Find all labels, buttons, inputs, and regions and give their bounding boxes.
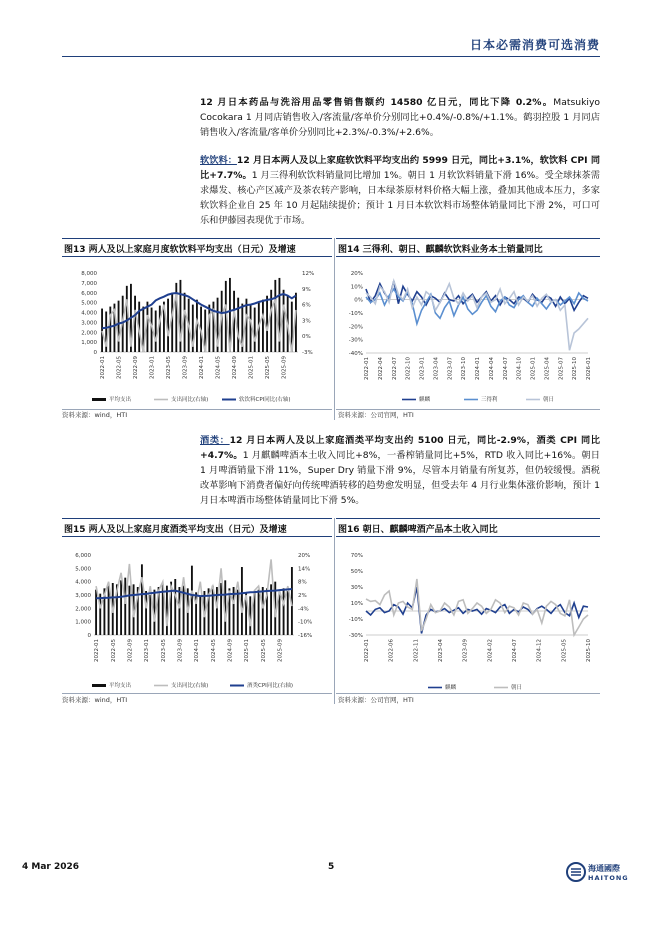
- x-tick-label: 2022-05: [110, 639, 117, 662]
- x-tick-label: 2023-09: [182, 356, 189, 379]
- bar: [241, 567, 243, 635]
- y-tick: 10%: [350, 284, 363, 291]
- x-tick-label: 2024-01: [199, 356, 206, 379]
- bar: [283, 588, 285, 635]
- x-tick-label: 2024-09: [232, 356, 239, 379]
- y-tick: -20%: [348, 324, 363, 331]
- paragraph-soft-drinks-body: 1 月三得利软饮料销量同比增加 1%。朝日 1 月软饮料销量下滑 16%。受全球抹茶需求爆发、核心产区减产及茶农转产影响，日本绿茶原材料价格大幅上涨，叠加其他成本压力，多家软饮料企业自 25 年 10 月起陆续提价；预计 1 月日本软饮料市场整体销量同比下滑 2%，可口可乐和伊藤园表现优于市场。: [200, 170, 600, 226]
- y-left-tick: 4,000: [75, 579, 91, 586]
- x-tick-label: 2025-04: [544, 357, 551, 380]
- legend-1-label: 朝日: [511, 685, 523, 691]
- bar: [262, 587, 264, 635]
- y-right-tick: 14%: [298, 566, 311, 573]
- bar: [191, 566, 193, 635]
- legend-avg-spend-swatch: [92, 684, 106, 687]
- bar: [141, 564, 143, 635]
- y-left-tick: 8,000: [81, 271, 97, 277]
- figure-14-title: 图14 三得利、朝日、麒麟软饮料业务本土销量同比: [336, 239, 600, 257]
- bar: [101, 309, 103, 352]
- figure-13: [62, 238, 332, 410]
- line-series-0: [366, 587, 588, 633]
- line-series-2: [366, 281, 588, 350]
- y-left-tick: 2,000: [75, 606, 91, 613]
- figure-column-divider-2: [334, 518, 335, 704]
- legend-avg-spend-label: 平均支出: [109, 683, 132, 689]
- x-tick-label: 2024-10: [516, 357, 523, 380]
- x-tick-label: 2024-07: [502, 357, 509, 380]
- bar: [159, 306, 161, 352]
- x-tick-label: 2023-01: [144, 639, 151, 662]
- paragraph-drugstore-lead: 12 月日本药品与洗浴用品零售销售额约 14580 亿日元，同比下降 0.2%。: [200, 97, 554, 108]
- y-right-tick: 2%: [298, 593, 307, 599]
- x-tick-label: 2025-07: [558, 357, 565, 380]
- paragraph-drugstore: [200, 95, 600, 140]
- bar: [124, 578, 126, 635]
- bar: [184, 293, 186, 352]
- legend-avg-spend-swatch: [92, 398, 106, 401]
- legend-avg-spend-label: 平均支出: [109, 397, 132, 403]
- x-tick-label: 2022-01: [100, 356, 107, 379]
- logo-text-cn: 海通國際: [588, 864, 620, 873]
- bar: [99, 594, 101, 635]
- bar: [155, 311, 157, 352]
- y-tick: 10%: [350, 601, 363, 607]
- header-divider: [62, 56, 600, 57]
- bar: [134, 296, 136, 352]
- y-tick: -10%: [348, 617, 363, 623]
- bar: [208, 305, 210, 352]
- x-tick-label: 2025-10: [586, 639, 592, 662]
- x-tick-label: 2023-01: [419, 357, 426, 380]
- bar: [237, 298, 239, 352]
- x-tick-label: 2023-09: [177, 639, 184, 662]
- x-tick-label: 2023-04: [438, 639, 444, 662]
- figure-13-chart: [62, 257, 332, 409]
- y-right-tick: 12%: [302, 271, 315, 277]
- y-left-tick: 4,000: [81, 310, 97, 317]
- y-right-tick: 8%: [298, 579, 307, 586]
- x-tick-label: 2025-09: [281, 356, 288, 379]
- bar: [283, 290, 285, 352]
- legend-cpi-yoy-label: 软饮料CPI同比(右轴): [239, 397, 291, 403]
- bar: [254, 308, 256, 352]
- section-label-soft-drinks: 软饮料：: [200, 155, 237, 166]
- y-right-tick: -3%: [302, 350, 313, 356]
- x-tick-label: 2022-11: [413, 639, 420, 662]
- figure-15-chart: [62, 537, 332, 693]
- x-tick-label: 2022-10: [405, 357, 412, 380]
- bar: [258, 590, 260, 635]
- legend-2-label: 朝日: [543, 397, 555, 403]
- y-left-tick: 2,000: [81, 330, 97, 337]
- bar: [262, 300, 264, 352]
- bar: [287, 591, 289, 635]
- bar: [108, 586, 110, 635]
- x-tick-label: 2022-04: [377, 357, 384, 380]
- y-right-tick: -4%: [298, 606, 309, 613]
- y-tick: -30%: [348, 337, 363, 344]
- bar: [118, 301, 120, 352]
- y-left-tick: 6,000: [75, 553, 91, 559]
- figure-15: [62, 518, 332, 694]
- x-tick-label: 2023-05: [160, 639, 167, 662]
- y-left-tick: 0: [87, 633, 91, 639]
- legend-0-label: 麒麟: [445, 685, 457, 691]
- x-tick-label: 2024-02: [487, 639, 494, 662]
- figure-16-source: 资料来源：公司官网，HTI: [338, 696, 414, 704]
- y-left-tick: 6,000: [81, 290, 97, 297]
- y-tick: 0%: [354, 297, 363, 304]
- legend-spend-yoy-label: 支出同比(右轴): [171, 397, 209, 403]
- paragraph-alcohol: [200, 433, 600, 508]
- y-right-tick: -10%: [298, 619, 313, 626]
- y-left-tick: 3,000: [75, 593, 91, 599]
- report-date: 4 Mar 2026: [22, 862, 80, 872]
- bar: [250, 305, 252, 352]
- y-tick: -30%: [348, 633, 363, 639]
- paragraph-soft-drinks-lead: 12 月日本两人及以上家庭软饮料平均支出约 5999 日元，同比+3.1%，软饮料 CPI 同比+7.7%。: [200, 155, 601, 181]
- y-right-tick: 20%: [298, 553, 311, 559]
- y-tick: 50%: [350, 569, 363, 575]
- y-tick: 70%: [350, 553, 363, 559]
- x-tick-label: 2024-04: [488, 357, 495, 380]
- x-tick-label: 2023-04: [433, 357, 440, 380]
- figure-16-chart: [336, 537, 600, 693]
- figure-15-source: 资料来源：wind，HTI: [62, 696, 128, 704]
- x-tick-label: 2024-09: [227, 639, 234, 662]
- bar: [270, 584, 272, 635]
- bar: [174, 579, 176, 635]
- x-tick-label: 2023-07: [447, 357, 454, 380]
- y-tick: -40%: [348, 351, 363, 357]
- bar: [237, 590, 239, 635]
- legend-1-label: 三得利: [481, 397, 498, 403]
- x-tick-label: 2022-06: [388, 639, 395, 662]
- legend-spend-yoy-label: 支出同比(右轴): [171, 683, 209, 689]
- haitong-logo: [566, 861, 638, 883]
- x-tick-label: 2025-05: [561, 639, 568, 662]
- paragraph-alcohol-lead: 12 月日本两人及以上家庭酒类平均支出约 5100 日元，同比-2.9%，酒类 CPI 同比+4.7%。: [200, 435, 600, 461]
- legend-cpi-yoy-label: 酒类CPI同比(右轴): [247, 683, 294, 689]
- figure-column-divider: [334, 238, 335, 420]
- x-tick-label: 2024-05: [215, 356, 222, 379]
- x-tick-label: 2023-09: [462, 639, 469, 662]
- figure-16: [336, 518, 600, 694]
- x-tick-label: 2025-05: [260, 639, 267, 662]
- section-label-alcohol: 酒类：: [200, 435, 230, 446]
- figure-14-source: 资料来源：公司官网，HTI: [338, 411, 414, 419]
- bar: [220, 583, 222, 635]
- y-left-tick: 0: [93, 350, 97, 356]
- figure-13-title: 图13 两人及以上家庭月度软饮料平均支出（日元）及增速: [62, 239, 332, 257]
- bar: [178, 587, 180, 635]
- x-tick-label: 2022-01: [364, 357, 370, 380]
- page-number: 5: [328, 862, 335, 872]
- x-tick-label: 2025-10: [572, 357, 579, 380]
- bar: [199, 596, 201, 635]
- figure-16-title: 图16 朝日、麒麟啤酒产品本土收入同比: [336, 519, 600, 537]
- y-tick: 20%: [350, 271, 363, 277]
- y-right-tick: 6%: [302, 302, 311, 309]
- paragraph-drugstore-body: Matsukiyo Cocokara 1 月同店销售收入/客流量/客单价分别同比+0.4%/-0.8%/+1.1%。鹤羽控股 1 月同店销售收入/客流量/客单价分别同比+2.3%/-0.3%/+2.6%。: [200, 97, 600, 138]
- x-tick-label: 2023-05: [166, 356, 173, 379]
- x-tick-label: 2025-01: [244, 639, 251, 662]
- x-tick-label: 2025-01: [530, 357, 537, 380]
- y-left-tick: 1,000: [75, 619, 91, 626]
- haitong-logo-mark: [566, 861, 638, 883]
- x-tick-label: 2024-01: [194, 639, 201, 662]
- bar: [149, 595, 151, 635]
- x-tick-label: 2022-09: [133, 356, 140, 379]
- y-left-tick: 5,000: [81, 300, 97, 307]
- y-right-tick: -16%: [298, 633, 313, 639]
- y-left-tick: 1,000: [81, 340, 97, 347]
- x-tick-label: 2022-07: [391, 357, 398, 380]
- bar: [166, 586, 168, 635]
- y-left-tick: 7,000: [81, 280, 97, 287]
- x-tick-label: 2023-01: [149, 356, 156, 379]
- x-tick-label: 2024-05: [210, 639, 217, 662]
- y-tick: 30%: [350, 585, 363, 591]
- x-tick-label: 2022-05: [116, 356, 123, 379]
- y-tick: -10%: [348, 311, 363, 317]
- bar: [128, 586, 130, 635]
- x-tick-label: 2023-10: [461, 357, 468, 380]
- x-tick-label: 2022-09: [127, 639, 134, 662]
- y-right-tick: 9%: [302, 286, 311, 293]
- paragraph-soft-drinks: [200, 153, 600, 228]
- y-left-tick: 3,000: [81, 320, 97, 327]
- report-category-title: 日本必需消费可选消费: [469, 38, 600, 52]
- legend-0-label: 麒麟: [419, 397, 431, 403]
- x-tick-label: 2025-01: [248, 356, 255, 379]
- x-tick-label: 2026-01: [586, 357, 592, 380]
- bar: [274, 280, 276, 352]
- x-tick-label: 2025-09: [277, 639, 284, 662]
- bar: [120, 580, 122, 635]
- figure-13-source: 资料来源：wind，HTI: [62, 411, 128, 419]
- figure-14: [336, 238, 600, 410]
- paragraph-alcohol-body: 1 月麒麟啤酒本土收入同比+8%，一番榨销量同比+5%，RTD 收入同比+16%。朝日 1 月啤酒销量下滑 11%，Super Dry 销量下滑 9%，尽管本月销量有所复苏，但仍较缓慢。酒税改革影响下消费者偏好向传统啤酒转移的趋势愈发明显，但受去年 4 月行业集体涨价影响，预计 1 月日本啤酒市场整体销量同比下滑 5%。: [200, 450, 600, 506]
- x-tick-label: 2022-01: [364, 639, 370, 662]
- logo-text-en: HAITONG: [588, 874, 629, 882]
- y-right-tick: 3%: [302, 318, 311, 325]
- x-tick-label: 2022-01: [94, 639, 101, 662]
- x-tick-label: 2025-05: [265, 356, 272, 379]
- x-tick-label: 2024-01: [475, 357, 481, 380]
- x-tick-label: 2024-12: [536, 639, 543, 662]
- figure-15-title: 图15 两人及以上家庭月度酒类平均支出（日元）及增速: [62, 519, 332, 537]
- y-left-tick: 5,000: [75, 566, 91, 573]
- x-tick-label: 2024-07: [512, 639, 518, 662]
- bar: [95, 590, 97, 635]
- figure-14-chart: [336, 257, 600, 409]
- y-right-tick: 0%: [302, 334, 311, 341]
